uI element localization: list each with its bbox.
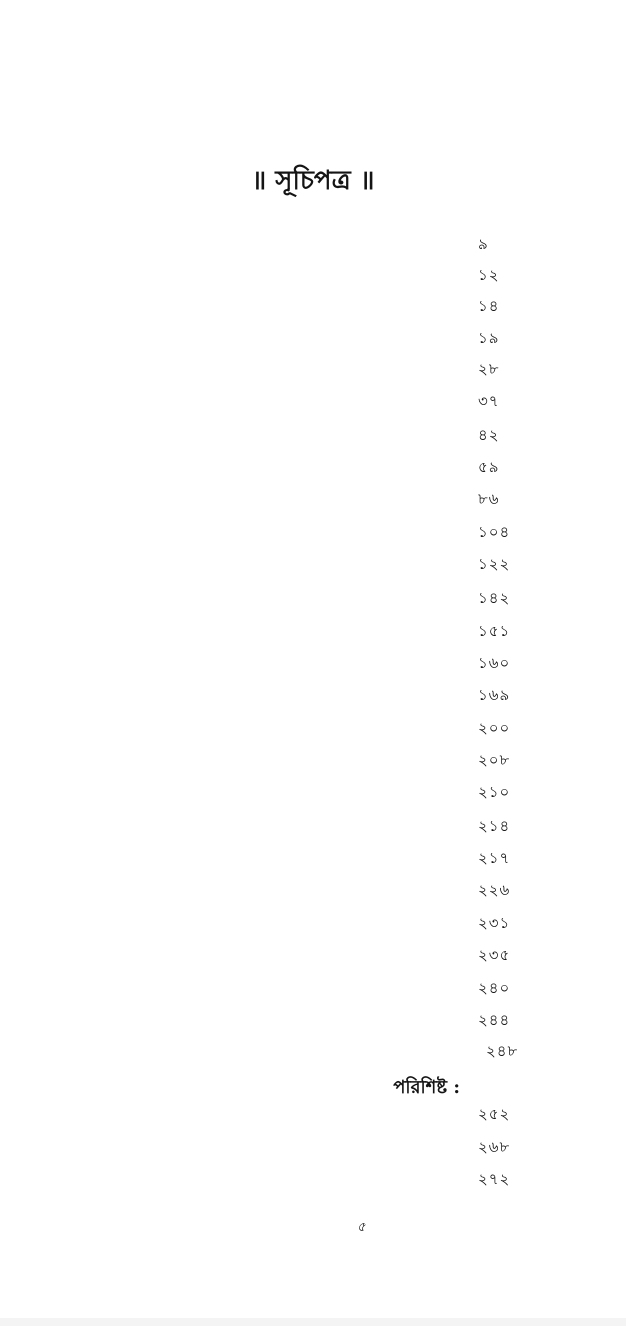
entry-page: ১৬০ xyxy=(478,654,511,672)
entry-page: ১২ xyxy=(478,266,500,284)
appendix-heading: পরিশিষ্ট : xyxy=(393,1077,460,1098)
entry-page: ১০৪ xyxy=(478,523,511,541)
entry-page: ২০০ xyxy=(478,719,511,737)
entry-page: ১৫১ xyxy=(478,622,511,640)
entry-page: ৯ xyxy=(478,235,489,253)
page-title: ॥ সূচিপত্র ॥ xyxy=(251,166,375,196)
entry-page: ৪২ xyxy=(478,426,500,444)
entry-page: ৩৭ xyxy=(478,392,500,410)
entry-page: ২১০ xyxy=(478,783,511,801)
entry-page: ২৪৪ xyxy=(478,1011,511,1029)
entry-page: ২৩১ xyxy=(478,914,511,932)
entry-page: ৫৯ xyxy=(478,458,500,476)
entry-page: ২১৪ xyxy=(478,817,511,835)
entry-page: ২৪০ xyxy=(478,979,511,997)
entry-page: ১২২ xyxy=(478,555,511,573)
entry-page: ১৬৯ xyxy=(478,686,511,704)
entry-page: ২৮ xyxy=(478,360,500,378)
entry-page: ২০৮ xyxy=(478,751,511,769)
entry-page: ২২৬ xyxy=(478,881,511,899)
entry-page: ২৬৮ xyxy=(478,1138,511,1156)
entry-page: ৮৬ xyxy=(478,490,500,508)
entry-page: ২৩৫ xyxy=(478,946,511,964)
entry-page: ১৯ xyxy=(478,329,500,347)
entry-page: ২৪৮ xyxy=(486,1042,519,1060)
entry-page: ১৪২ xyxy=(478,589,511,607)
page-number: ৫ xyxy=(357,1220,366,1235)
entry-page: ২১৭ xyxy=(478,849,511,867)
entry-page: ২৭২ xyxy=(478,1170,511,1188)
entry-page: ২৫২ xyxy=(478,1105,511,1123)
entry-page: ১৪ xyxy=(478,297,500,315)
